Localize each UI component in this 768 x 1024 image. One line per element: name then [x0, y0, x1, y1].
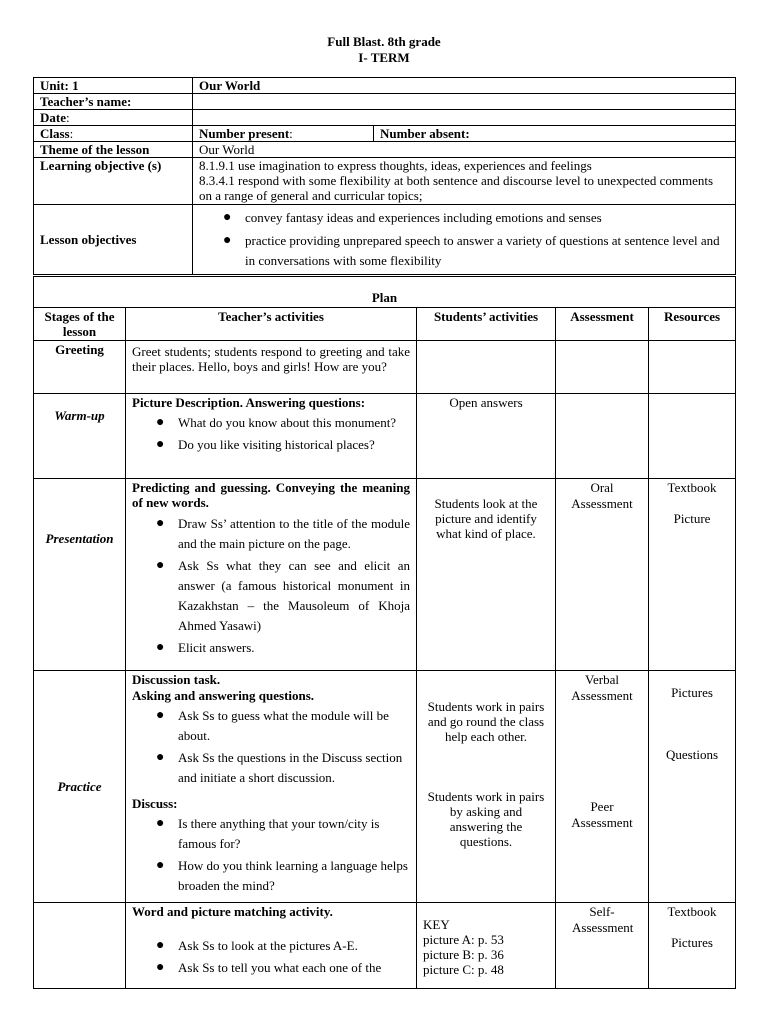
stage-greeting: Greeting — [34, 341, 126, 394]
lesson-objectives-value — [193, 205, 736, 275]
practice-resources — [649, 671, 736, 903]
warmup-heading: Picture Description. Answering questions: — [132, 395, 366, 410]
theme-value: Our World — [193, 142, 736, 158]
list-item: ● How do you think learning a language helps broaden the mind? — [156, 857, 408, 893]
learning-objective-2: 8.3.4.1 respond with some flexibility at both sentence and discourse level to unexpected comments on a range of general and curricular topics; — [199, 173, 714, 203]
number-present-label: Number present — [199, 126, 290, 141]
bullet-icon: ● — [156, 857, 165, 873]
lesson-info-table — [33, 77, 736, 275]
list-item: ● Draw Ss’ attention to the title of the module and the main picture on the page. — [156, 516, 410, 551]
learning-objective-label: Learning objective (s) — [34, 158, 193, 205]
list-item: ● Elicit answers. — [132, 638, 410, 658]
practice-teacher — [126, 671, 417, 903]
practice-students-2: Students work in pairs by asking and answering the questions. — [427, 789, 545, 849]
list-item: ● Ask Ss to tell you what each one of the — [132, 958, 410, 978]
practice-heading-1: Discussion task. — [132, 672, 221, 687]
matching-resources — [649, 903, 736, 989]
bullet-icon: ● — [223, 233, 232, 248]
document-title — [0, 34, 768, 66]
header-assessment: Assessment — [556, 308, 649, 341]
class-label: Class — [40, 126, 70, 141]
stage-practice: Practice — [34, 671, 126, 903]
lesson-objective-item: ● practice providing unprepared speech to answer a variety of questions at sentence level and in conversations with some flexibility — [223, 233, 720, 268]
resource-textbook: Textbook — [667, 480, 717, 495]
number-absent-label: Number absent: — [374, 126, 736, 142]
learning-objective-1: 8.1.9.1 use imagination to express thoughts, ideas, experiences and feelings — [199, 158, 592, 173]
bullet-icon: ● — [156, 436, 165, 452]
header-resources: Resources — [649, 308, 736, 341]
header-students: Students’ activities — [417, 308, 556, 341]
list-item: ● Is there anything that your town/city is famous for? — [156, 815, 380, 851]
practice-students-1: Students work in pairs and go round the class help each other. — [427, 699, 545, 744]
presentation-assessment: Oral Assessment — [556, 479, 649, 671]
matching-key — [417, 903, 556, 989]
theme-label: Theme of the lesson — [34, 142, 193, 158]
list-item: ● Ask Ss to guess what the module will be about. — [156, 708, 389, 744]
practice-students — [417, 671, 556, 903]
matching-teacher — [126, 903, 417, 989]
unit-label: Unit: 1 — [34, 78, 193, 94]
stage-warm-up: Warm-up — [34, 394, 126, 479]
key-item: picture A: p. 53 — [423, 932, 504, 947]
list-item: ● Ask Ss what they can see and elicit an answer (a famous historical monument in Kazakhstan – the Mausoleum of Khoja Ahmed Yasawi) — [156, 558, 410, 633]
presentation-resources — [649, 479, 736, 671]
bullet-icon: ● — [156, 708, 165, 724]
list-item: ● Ask Ss the questions in the Discuss section and initiate a short discussion. — [156, 750, 403, 786]
bullet-icon: ● — [156, 516, 165, 531]
resource-textbook: Textbook — [667, 904, 717, 919]
matching-heading: Word and picture matching activity. — [132, 904, 333, 919]
date-value — [193, 110, 736, 126]
bullet-icon: ● — [156, 414, 165, 430]
list-item: ● Do you like visiting historical places? — [132, 435, 410, 455]
unit-value: Our World — [193, 78, 736, 94]
practice-heading-2: Asking and answering questions. — [132, 687, 315, 703]
date-cell: Date: — [34, 110, 193, 126]
key-label: KEY — [423, 917, 450, 932]
bullet-icon: ● — [156, 750, 165, 766]
number-present-cell: Number present: — [193, 126, 374, 142]
stage-presentation: Presentation — [34, 479, 126, 671]
class-cell: Class: — [34, 126, 193, 142]
lesson-objectives-label: Lesson objectives — [34, 205, 193, 275]
resource-pictures: Pictures — [671, 934, 713, 950]
header-stages: Stages of the lesson — [34, 308, 126, 341]
resource-picture: Picture — [673, 510, 711, 526]
warmup-teacher — [126, 394, 417, 479]
greeting-teacher: Greet students; students respond to greeting and take their places. Hello, boys and girls! How are you? — [126, 341, 417, 394]
learning-objective-value — [193, 158, 736, 205]
lesson-plan-table — [33, 276, 736, 989]
header-teacher: Teacher’s activities — [126, 308, 417, 341]
warmup-students: Open answers — [417, 394, 556, 479]
presentation-students: Students look at the picture and identify what kind of place. — [417, 479, 556, 671]
practice-assessment-1: Verbal Assessment — [571, 672, 633, 703]
stage-practice-continued — [34, 903, 126, 989]
bullet-icon: ● — [156, 937, 165, 953]
bullet-icon: ● — [156, 815, 165, 831]
practice-assessment-2: Peer Assessment — [571, 799, 633, 830]
resource-pictures: Pictures — [671, 685, 713, 700]
key-item: picture C: p. 48 — [423, 962, 504, 977]
discuss-label: Discuss: — [132, 796, 178, 812]
matching-assessment: Self-Assessment — [556, 903, 649, 989]
date-label: Date — [40, 110, 66, 125]
teacher-label: Teacher’s name: — [34, 94, 193, 110]
title-line-2: I- TERM — [358, 50, 410, 65]
practice-assessment — [556, 671, 649, 903]
bullet-icon: ● — [156, 640, 165, 655]
lesson-objective-item: ● convey fantasy ideas and experiences including emotions and senses — [199, 208, 729, 228]
title-line-1: Full Blast. 8th grade — [327, 34, 441, 49]
plan-title: Plan — [34, 277, 736, 308]
bullet-icon: ● — [156, 558, 165, 573]
list-item: ● Ask Ss to look at the pictures A-E. — [132, 936, 410, 956]
teacher-value — [193, 94, 736, 110]
presentation-heading: Predicting and guessing. Conveying the meaning of new words. — [132, 480, 410, 510]
resource-questions: Questions — [666, 746, 718, 762]
key-item: picture B: p. 36 — [423, 947, 504, 962]
presentation-teacher — [126, 479, 417, 671]
list-item: ● What do you know about this monument? — [132, 413, 410, 433]
bullet-icon: ● — [223, 210, 232, 225]
bullet-icon: ● — [156, 959, 165, 975]
